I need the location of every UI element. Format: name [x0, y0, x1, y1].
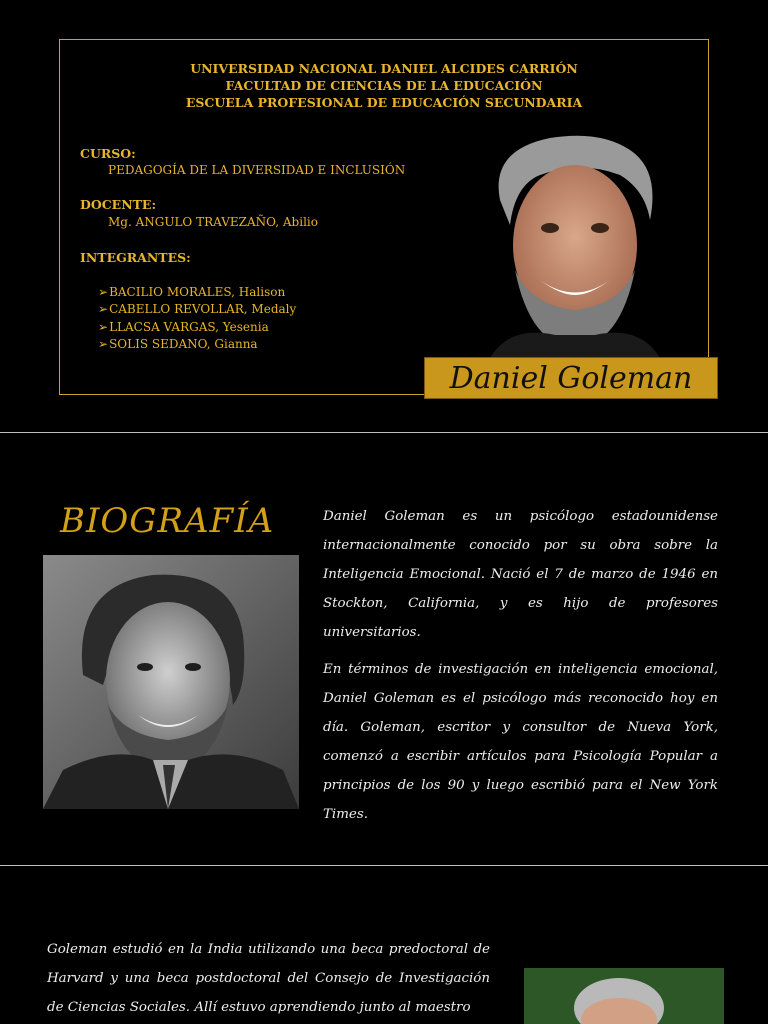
university-name: UNIVERSIDAD NACIONAL DANIEL ALCIDES CARRIÓN [190, 61, 578, 76]
course-value: PEDAGOGÍA DE LA DIVERSIDAD E INCLUSIÓN [108, 163, 406, 177]
biography-paragraph-1: Daniel Goleman es un psicólogo estadounidense internacionalmente conocido por su obra sobre la Inteligencia Emocional. Nació el 7 de marzo de 1946 en Stockton, California, y es hijo de profesores universitarios. [323, 509, 718, 640]
teacher-label: DOCENTE: [80, 197, 157, 212]
education-paragraph: Goleman estudió en la India utilizando una beca predoctoral de Harvard y una beca postdoctoral del Consejo de Investigación de Ciencias Sociales. Allí estuvo aprendiendo junto al maestro [47, 942, 490, 1015]
biography-slide [0, 433, 768, 865]
members-list [98, 284, 296, 353]
goleman-portrait-color [470, 130, 680, 358]
goleman-portrait-bw [43, 555, 299, 809]
member-item: ➢ CABELLO REVOLLAR, Medaly [98, 301, 296, 318]
biography-title: BIOGRAFÍA [60, 501, 275, 541]
course-label: CURSO: [80, 146, 136, 161]
members-label: INTEGRANTES: [80, 250, 191, 265]
member-item: ➢ SOLIS SEDANO, Gianna [98, 336, 296, 353]
education-slide [0, 866, 768, 1024]
member-item: ➢ LLACSA VARGAS, Yesenia [98, 319, 296, 336]
title-slide [0, 0, 768, 432]
teacher-value: Mg. ANGULO TRAVEZAÑO, Abilio [108, 215, 318, 229]
goleman-portrait-small [524, 968, 724, 1024]
faculty-name: FACULTAD DE CIENCIAS DE LA EDUCACIÓN [225, 78, 543, 93]
name-tag: Daniel Goleman [424, 357, 718, 399]
institution-header [60, 60, 708, 111]
biography-paragraph-2: En términos de investigación en inteligencia emocional, Daniel Goleman es el psicólogo más reconocido hoy en día. Goleman, escritor y consultor de Nueva York, comenzó a escribir artículos para Psicología Popular a principios de los 90 y luego escribió para el New York Times. [323, 662, 718, 822]
school-name: ESCUELA PROFESIONAL DE EDUCACIÓN SECUNDARIA [185, 95, 583, 110]
member-item: ➢ BACILIO MORALES, Halison [98, 284, 296, 301]
